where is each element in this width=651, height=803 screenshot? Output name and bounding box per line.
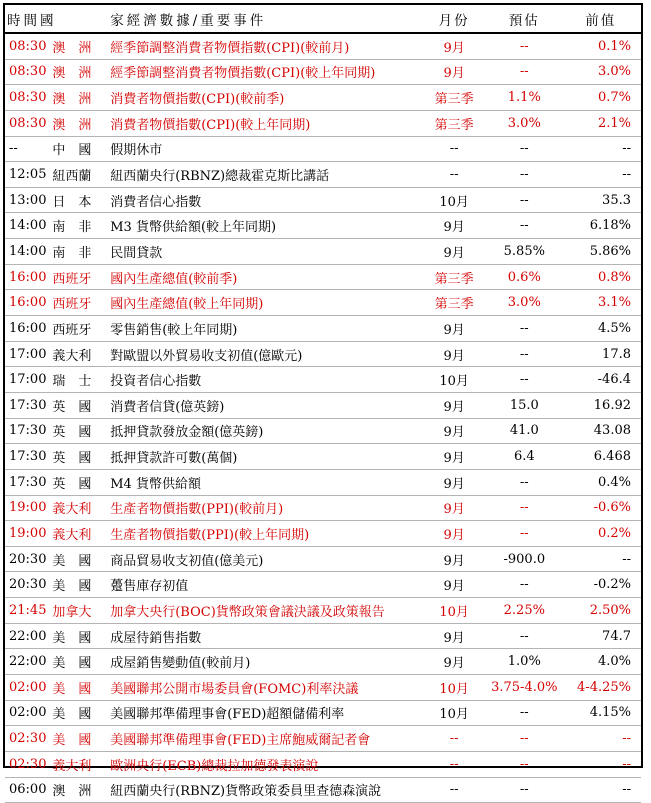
row-forecast: -- bbox=[488, 187, 560, 213]
row-month: -- bbox=[420, 726, 488, 752]
row-previous: -0.6% bbox=[560, 495, 641, 521]
row-time: 19:00 bbox=[5, 495, 50, 521]
row-event: 加拿大央行(BOC)貨幣政策會議決議及政策報告 bbox=[108, 598, 420, 624]
row-month: 第三季 bbox=[420, 290, 488, 316]
row-country: 義大利 bbox=[50, 495, 108, 521]
row-previous: 0.2% bbox=[560, 521, 641, 547]
row-time: 08:30 bbox=[5, 59, 50, 85]
row-forecast: -- bbox=[488, 136, 560, 162]
row-country: 英 國 bbox=[50, 392, 108, 418]
row-event: 民間貸款 bbox=[108, 239, 420, 265]
row-previous: 0.7% bbox=[560, 85, 641, 111]
row-forecast: 1.0% bbox=[488, 649, 560, 675]
row-previous: 3.0% bbox=[560, 59, 641, 85]
row-country: 義大利 bbox=[50, 751, 108, 777]
row-previous: 4.15% bbox=[560, 700, 641, 726]
row-country: 西班牙 bbox=[50, 316, 108, 342]
row-forecast: -- bbox=[488, 316, 560, 342]
row-event: 歐洲央行(ECB)總裁拉加德發表演說 bbox=[108, 751, 420, 777]
row-month: 9月 bbox=[420, 623, 488, 649]
row-previous: -- bbox=[560, 751, 641, 777]
row-time: 14:00 bbox=[5, 213, 50, 239]
row-forecast: -- bbox=[488, 751, 560, 777]
row-event: 經季節調整消費者物價指數(CPI)(較前月) bbox=[108, 33, 420, 59]
table-row bbox=[5, 649, 641, 675]
row-event: 消費者物價指數(CPI)(較上年同期) bbox=[108, 110, 420, 136]
row-month: -- bbox=[420, 777, 488, 803]
row-country: 義大利 bbox=[50, 521, 108, 547]
header-time-country: 時間國 bbox=[5, 5, 108, 33]
row-time: 08:30 bbox=[5, 33, 50, 59]
row-previous: -- bbox=[560, 777, 641, 803]
table-row bbox=[5, 521, 641, 547]
row-month: 9月 bbox=[420, 316, 488, 342]
row-month: 10月 bbox=[420, 367, 488, 393]
table-row bbox=[5, 700, 641, 726]
table-row bbox=[5, 418, 641, 444]
row-time: 02:00 bbox=[5, 675, 50, 701]
row-time: 16:00 bbox=[5, 316, 50, 342]
row-forecast: -- bbox=[488, 469, 560, 495]
row-time: 22:00 bbox=[5, 649, 50, 675]
row-country: 美 國 bbox=[50, 726, 108, 752]
row-month: 9月 bbox=[420, 546, 488, 572]
table-row bbox=[5, 572, 641, 598]
row-country: 日 本 bbox=[50, 187, 108, 213]
header-forecast: 預估 bbox=[488, 5, 560, 33]
row-previous: -- bbox=[560, 162, 641, 188]
table-row bbox=[5, 239, 641, 265]
row-country: 中 國 bbox=[50, 136, 108, 162]
row-country: 美 國 bbox=[50, 700, 108, 726]
row-event: 躉售庫存初值 bbox=[108, 572, 420, 598]
row-country: 美 國 bbox=[50, 623, 108, 649]
row-time: 17:30 bbox=[5, 418, 50, 444]
row-time: 17:00 bbox=[5, 367, 50, 393]
table-row bbox=[5, 546, 641, 572]
table-row bbox=[5, 367, 641, 393]
row-time: 17:30 bbox=[5, 392, 50, 418]
row-forecast: -- bbox=[488, 162, 560, 188]
table-row bbox=[5, 136, 641, 162]
row-previous: 2.50% bbox=[560, 598, 641, 624]
table-row bbox=[5, 495, 641, 521]
row-event: 紐西蘭央行(RBNZ)總裁霍克斯比講話 bbox=[108, 162, 420, 188]
row-month: 第三季 bbox=[420, 85, 488, 111]
header-row bbox=[5, 5, 641, 33]
row-month: 9月 bbox=[420, 469, 488, 495]
economic-calendar-table bbox=[3, 3, 643, 800]
row-country: 英 國 bbox=[50, 444, 108, 470]
row-time: 12:05 bbox=[5, 162, 50, 188]
table-row bbox=[5, 85, 641, 111]
row-event: 美國聯邦公開市場委員會(FOMC)利率決議 bbox=[108, 675, 420, 701]
row-forecast: -900.0 bbox=[488, 546, 560, 572]
row-country: 紐西蘭 bbox=[50, 162, 108, 188]
row-time: 06:00 bbox=[5, 777, 50, 803]
row-event: 消費者信心指數 bbox=[108, 187, 420, 213]
row-month: 10月 bbox=[420, 700, 488, 726]
row-forecast: 3.0% bbox=[488, 290, 560, 316]
row-previous: -- bbox=[560, 136, 641, 162]
row-time: 16:00 bbox=[5, 290, 50, 316]
row-forecast: -- bbox=[488, 495, 560, 521]
row-event: 美國聯邦準備理事會(FED)超額儲備利率 bbox=[108, 700, 420, 726]
row-previous: 0.4% bbox=[560, 469, 641, 495]
row-country: 南 非 bbox=[50, 213, 108, 239]
row-forecast: 6.4 bbox=[488, 444, 560, 470]
row-forecast: -- bbox=[488, 213, 560, 239]
table-row bbox=[5, 675, 641, 701]
header-event: 家經濟數據/重要事件 bbox=[108, 5, 420, 33]
table-row bbox=[5, 444, 641, 470]
row-month: 9月 bbox=[420, 418, 488, 444]
row-country: 澳 洲 bbox=[50, 777, 108, 803]
row-event: M4 貨幣供給額 bbox=[108, 469, 420, 495]
row-time: 02:30 bbox=[5, 726, 50, 752]
row-event: 投資者信心指數 bbox=[108, 367, 420, 393]
row-event: 消費者信貸(億英鎊) bbox=[108, 392, 420, 418]
row-time: 20:30 bbox=[5, 546, 50, 572]
table-row bbox=[5, 59, 641, 85]
row-event: 經季節調整消費者物價指數(CPI)(較上年同期) bbox=[108, 59, 420, 85]
table-row bbox=[5, 110, 641, 136]
row-forecast: 3.0% bbox=[488, 110, 560, 136]
row-previous: 4.5% bbox=[560, 316, 641, 342]
row-event: 假期休市 bbox=[108, 136, 420, 162]
row-event: 成屋銷售變動值(較前月) bbox=[108, 649, 420, 675]
row-previous: 3.1% bbox=[560, 290, 641, 316]
table-row bbox=[5, 187, 641, 213]
table-row bbox=[5, 341, 641, 367]
table-row bbox=[5, 213, 641, 239]
row-previous: 17.8 bbox=[560, 341, 641, 367]
row-month: 第三季 bbox=[420, 264, 488, 290]
row-country: 加拿大 bbox=[50, 598, 108, 624]
row-event: 生產者物價指數(PPI)(較上年同期) bbox=[108, 521, 420, 547]
row-previous: 6.468 bbox=[560, 444, 641, 470]
table-row bbox=[5, 623, 641, 649]
row-event: 國內生產總值(較前季) bbox=[108, 264, 420, 290]
row-forecast: -- bbox=[488, 521, 560, 547]
row-forecast: 3.75-4.0% bbox=[488, 675, 560, 701]
header-month: 月份 bbox=[420, 5, 488, 33]
row-event: 抵押貸款許可數(萬個) bbox=[108, 444, 420, 470]
row-country: 澳 洲 bbox=[50, 110, 108, 136]
row-country: 瑞 士 bbox=[50, 367, 108, 393]
row-previous: 35.3 bbox=[560, 187, 641, 213]
row-month: 9月 bbox=[420, 239, 488, 265]
table-row bbox=[5, 33, 641, 59]
row-time: 16:00 bbox=[5, 264, 50, 290]
row-time: 17:30 bbox=[5, 469, 50, 495]
row-event: 消費者物價指數(CPI)(較前季) bbox=[108, 85, 420, 111]
table-row bbox=[5, 162, 641, 188]
row-forecast: -- bbox=[488, 623, 560, 649]
row-country: 義大利 bbox=[50, 341, 108, 367]
row-event: 生產者物價指數(PPI)(較前月) bbox=[108, 495, 420, 521]
row-forecast: 1.1% bbox=[488, 85, 560, 111]
row-forecast: 5.85% bbox=[488, 239, 560, 265]
row-event: 美國聯邦準備理事會(FED)主席鮑威爾記者會 bbox=[108, 726, 420, 752]
row-forecast: -- bbox=[488, 341, 560, 367]
row-previous: 74.7 bbox=[560, 623, 641, 649]
row-previous: -46.4 bbox=[560, 367, 641, 393]
row-month: 9月 bbox=[420, 649, 488, 675]
row-time: 17:00 bbox=[5, 341, 50, 367]
row-country: 美 國 bbox=[50, 572, 108, 598]
row-time: 21:45 bbox=[5, 598, 50, 624]
table-row bbox=[5, 290, 641, 316]
row-event: 抵押貸款發放金額(億英鎊) bbox=[108, 418, 420, 444]
row-previous: 6.18% bbox=[560, 213, 641, 239]
row-time: 14:00 bbox=[5, 239, 50, 265]
row-previous: 2.1% bbox=[560, 110, 641, 136]
row-country: 西班牙 bbox=[50, 264, 108, 290]
row-country: 英 國 bbox=[50, 469, 108, 495]
row-time: 22:00 bbox=[5, 623, 50, 649]
row-country: 澳 洲 bbox=[50, 85, 108, 111]
row-month: 9月 bbox=[420, 59, 488, 85]
row-forecast: -- bbox=[488, 33, 560, 59]
table-row bbox=[5, 316, 641, 342]
row-time: 20:30 bbox=[5, 572, 50, 598]
row-month: 9月 bbox=[420, 495, 488, 521]
row-forecast: 15.0 bbox=[488, 392, 560, 418]
row-month: -- bbox=[420, 162, 488, 188]
row-month: 9月 bbox=[420, 521, 488, 547]
row-event: 成屋待銷售指數 bbox=[108, 623, 420, 649]
row-time: 02:30 bbox=[5, 751, 50, 777]
row-previous: 4-4.25% bbox=[560, 675, 641, 701]
row-month: 9月 bbox=[420, 213, 488, 239]
row-month: -- bbox=[420, 136, 488, 162]
row-previous: 43.08 bbox=[560, 418, 641, 444]
table-row bbox=[5, 598, 641, 624]
row-forecast: 41.0 bbox=[488, 418, 560, 444]
row-country: 美 國 bbox=[50, 675, 108, 701]
row-month: 10月 bbox=[420, 598, 488, 624]
row-time: 08:30 bbox=[5, 110, 50, 136]
row-forecast: -- bbox=[488, 700, 560, 726]
row-forecast: -- bbox=[488, 572, 560, 598]
row-previous: 0.8% bbox=[560, 264, 641, 290]
table-body bbox=[5, 33, 641, 803]
row-forecast: -- bbox=[488, 726, 560, 752]
row-forecast: 0.6% bbox=[488, 264, 560, 290]
row-forecast: -- bbox=[488, 777, 560, 803]
row-previous: -- bbox=[560, 546, 641, 572]
row-event: 紐西蘭央行(RBNZ)貨幣政策委員里查德森演說 bbox=[108, 777, 420, 803]
row-previous: 0.1% bbox=[560, 33, 641, 59]
row-previous: 16.92 bbox=[560, 392, 641, 418]
row-event: M3 貨幣供給額(較上年同期) bbox=[108, 213, 420, 239]
row-previous: 5.86% bbox=[560, 239, 641, 265]
row-country: 南 非 bbox=[50, 239, 108, 265]
row-previous: -0.2% bbox=[560, 572, 641, 598]
row-month: 9月 bbox=[420, 572, 488, 598]
row-month: 9月 bbox=[420, 392, 488, 418]
row-event: 國內生產總值(較上年同期) bbox=[108, 290, 420, 316]
row-time: 02:00 bbox=[5, 700, 50, 726]
calendar-grid bbox=[5, 5, 641, 803]
row-month: 9月 bbox=[420, 33, 488, 59]
table-row bbox=[5, 726, 641, 752]
row-forecast: -- bbox=[488, 59, 560, 85]
row-time: 19:00 bbox=[5, 521, 50, 547]
table-row bbox=[5, 777, 641, 803]
row-month: 10月 bbox=[420, 187, 488, 213]
row-forecast: 2.25% bbox=[488, 598, 560, 624]
row-previous: 4.0% bbox=[560, 649, 641, 675]
row-forecast: -- bbox=[488, 367, 560, 393]
row-month: 9月 bbox=[420, 341, 488, 367]
row-country: 澳 洲 bbox=[50, 59, 108, 85]
row-month: 9月 bbox=[420, 444, 488, 470]
row-month: 10月 bbox=[420, 675, 488, 701]
row-month: 第三季 bbox=[420, 110, 488, 136]
row-country: 美 國 bbox=[50, 546, 108, 572]
row-time: 08:30 bbox=[5, 85, 50, 111]
row-event: 零售銷售(較上年同期) bbox=[108, 316, 420, 342]
header-previous: 前值 bbox=[560, 5, 641, 33]
table-row bbox=[5, 392, 641, 418]
row-event: 對歐盟以外貿易收支初值(億歐元) bbox=[108, 341, 420, 367]
row-country: 美 國 bbox=[50, 649, 108, 675]
table-row bbox=[5, 751, 641, 777]
row-country: 澳 洲 bbox=[50, 33, 108, 59]
row-event: 商品貿易收支初值(億美元) bbox=[108, 546, 420, 572]
table-row bbox=[5, 469, 641, 495]
row-time: -- bbox=[5, 136, 50, 162]
row-country: 英 國 bbox=[50, 418, 108, 444]
row-time: 17:30 bbox=[5, 444, 50, 470]
row-time: 13:00 bbox=[5, 187, 50, 213]
row-country: 西班牙 bbox=[50, 290, 108, 316]
table-row bbox=[5, 264, 641, 290]
row-previous: -- bbox=[560, 726, 641, 752]
row-month: -- bbox=[420, 751, 488, 777]
